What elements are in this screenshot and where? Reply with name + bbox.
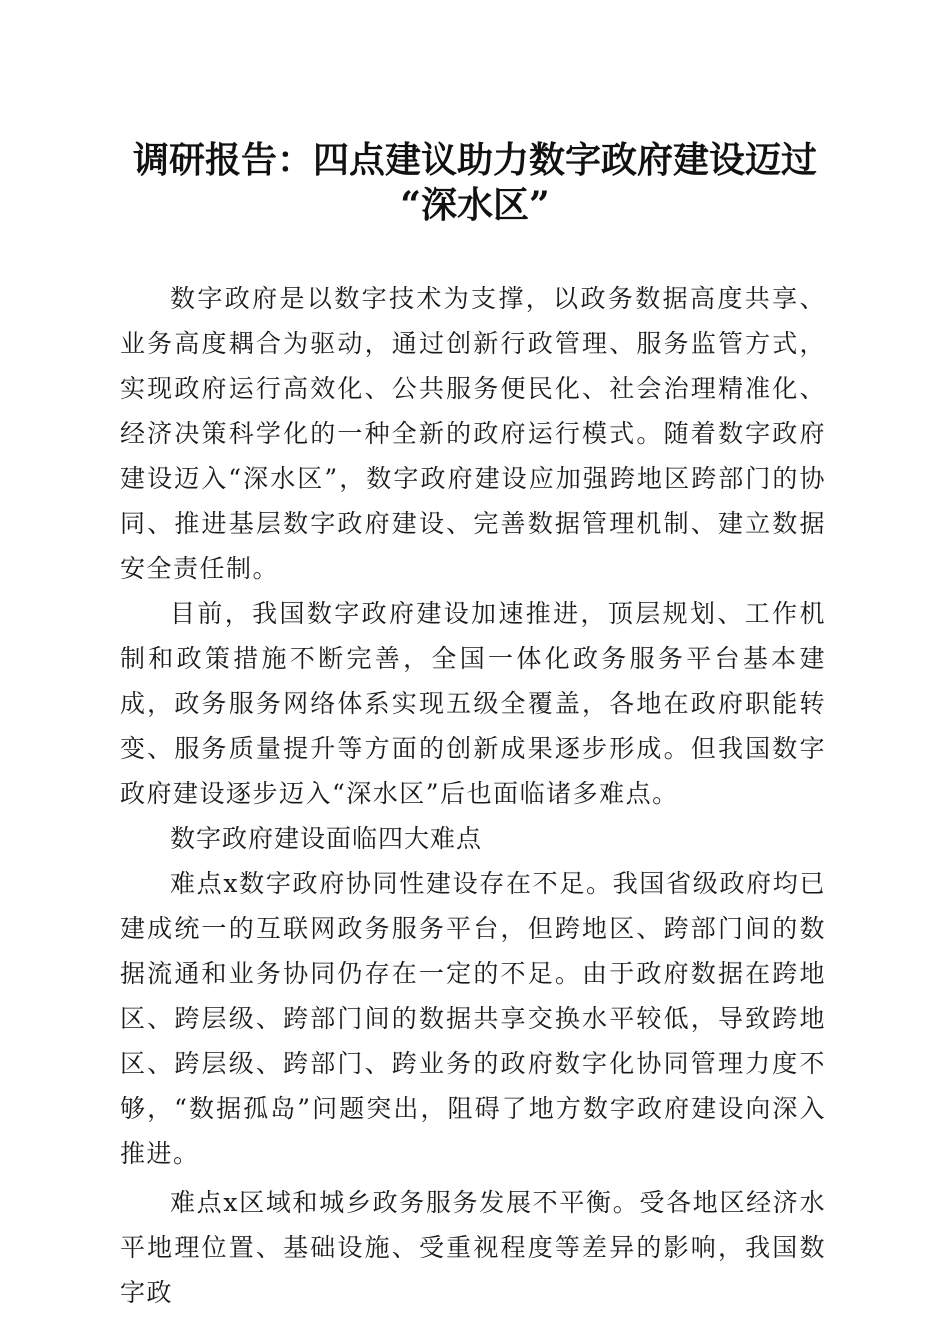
paragraph-difficulty-1: 难点x数字政府协同性建设存在不足。我国省级政府均已建成统一的互联网政务服务平台，但跨地区、跨部门间的数据流通和业务协同仍存在一定的不足。由于政府数据在跨地区、跨层级、跨部门间的数据共享交换水平较低，导致跨地区、跨层级、跨部门、跨业务的政府数字化协同管理力度不够，“数据孤岛”问题突出，阻碍了地方数字政府建设向深入推进。 xyxy=(120,869,826,1168)
paragraph-current-status: 目前，我国数字政府建设加速推进，顶层规划、工作机制和政策措施不断完善，全国一体化政务服务平台基本建成，政务服务网络体系实现五级全覆盖，各地在政府职能转变、服务质量提升等方面的创新成果逐步形成。但我国数字政府建设逐步迈入“深水区”后也面临诸多难点。 xyxy=(120,599,826,808)
title-line-1: 调研报告：四点建议助力数字政府建设迈过 xyxy=(132,139,817,181)
paragraph-intro: 数字政府是以数字技术为支撑，以政务数据高度共享、业务高度耦合为驱动，通过创新行政管理、服务监管方式，实现政府运行高效化、公共服务便民化、社会治理精准化、经济决策科学化的一种全新的政府运行模式。随着数字政府建设迈入“深水区”，数字政府建设应加强跨地区跨部门的协同、推进基层数字政府建设、完善数据管理机制、建立数据安全责任制。 xyxy=(120,284,826,583)
document-body xyxy=(120,276,826,1315)
document-title xyxy=(60,138,890,228)
paragraph-difficulty-2: 难点x区域和城乡政务服务发展不平衡。受各地区经济水平地理位置、基础设施、受重视程度等差异的影响，我国数字政 xyxy=(120,1188,826,1307)
section-heading: 数字政府建设面临四大难点 xyxy=(170,824,483,853)
title-line-2: “深水区” xyxy=(400,184,550,226)
